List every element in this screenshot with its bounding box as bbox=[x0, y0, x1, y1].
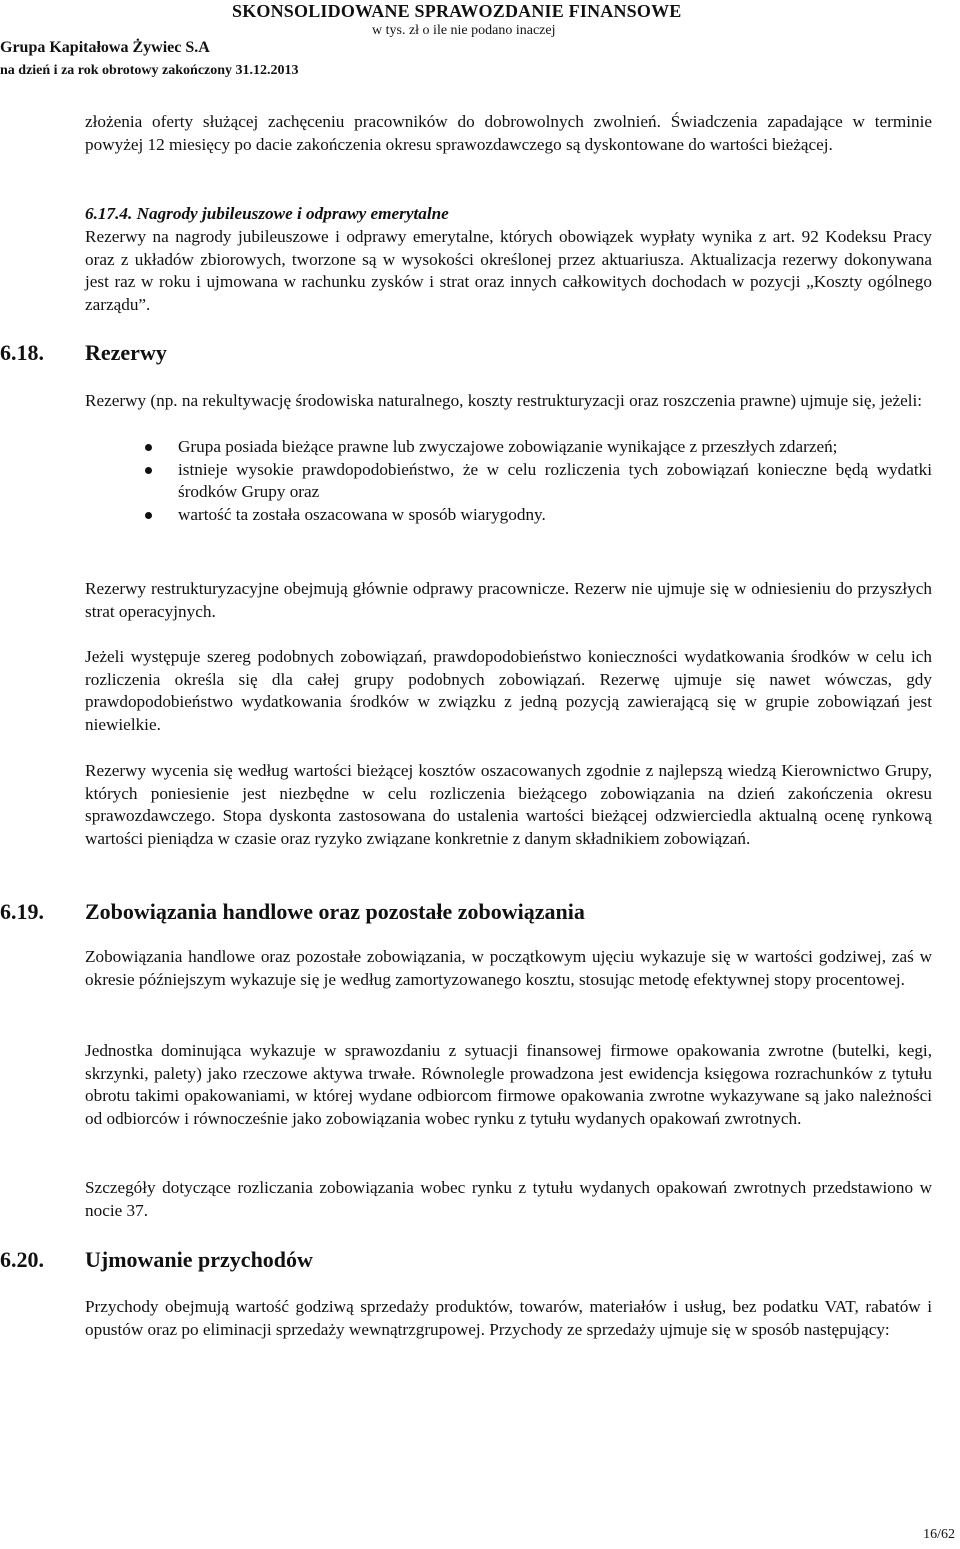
bullet-icon bbox=[145, 467, 152, 474]
report-title: SKONSOLIDOWANE SPRAWOZDANIE FINANSOWE bbox=[232, 1, 682, 21]
valuation-text: Rezerwy wycenia się według wartości bieżącej kosztów oszacowanych zgodnie z najlepszą wiedzą Kierownictwo Grupy, których poniesienie jest niezbędne w celu rozliczenia bieżącego zobowiązania na dzień zakończenia okresu sprawozdawczego. Stopa dyskonta zastosowana do ustalenia wartości bieżącej odzwierciedla aktualną ocenę rynkową wartości pieniądza w czasie oraz ryzyko związane konkretnie z danym składnikiem zobowiązań. bbox=[85, 761, 932, 848]
subsection-heading-6-17-4: 6.17.4. Nagrody jubileuszowe i odprawy emerytalne bbox=[85, 204, 449, 223]
list-item bbox=[85, 459, 932, 504]
intro-text: złożenia oferty służącej zachęceniu pracowników do dobrowolnych zwolnień. Świadczenia zapadające w terminie powyżej 12 miesięcy po dacie zakończenia okresu sprawozdawczego są dyskontowane do wartości bieżącej. bbox=[85, 112, 932, 154]
section-6-19-para1-text: Zobowiązania handlowe oraz pozostałe zobowiązania, w początkowym ujęciu wykazuje się w wartości godziwej, zaś w okresie późniejszym wykazuje się je według zamortyzowanego kosztu, stosując metodę efektywnej stopy procentowej. bbox=[85, 947, 932, 989]
bullet-icon bbox=[145, 512, 152, 519]
section-number: 6.20. bbox=[0, 1247, 44, 1272]
restructuring-paragraph bbox=[85, 578, 932, 623]
section-title: Zobowiązania handlowe oraz pozostałe zobowiązania bbox=[85, 899, 585, 924]
section-6-20-para1-text: Przychody obejmują wartość godziwą sprzedaży produktów, towarów, materiałów i usług, bez podatku VAT, rabatów i opustów oraz po eliminacji sprzedaży wewnątrzgrupowej. Przychody ze sprzedaży ujmuje się w sposób następujący: bbox=[85, 1297, 932, 1339]
section-number: 6.19. bbox=[0, 899, 44, 924]
valuation-paragraph bbox=[85, 760, 932, 850]
section-6-19-para3-text: Szczegóły dotyczące rozliczania zobowiązania wobec rynku z tytułu wydanych opakowań zwrotnych przedstawiono w nocie 37. bbox=[85, 1178, 932, 1220]
section-6-19-para1 bbox=[85, 946, 932, 991]
page-number: 16/62 bbox=[923, 1527, 955, 1542]
section-number: 6.18. bbox=[0, 340, 44, 365]
bullet-icon bbox=[145, 444, 152, 451]
section-6-19-para2 bbox=[85, 1040, 932, 1130]
subsection-6-17-4-text: Rezerwy na nagrody jubileuszowe i odprawy emerytalne, których obowiązek wypłaty wynika z art. 92 Kodeksu Pracy oraz z układów zbiorowych, tworzone są w wysokości określonej przez aktuariusza. Aktualizacja rezerwy dokonywana jest raz w roku i ujmowana w rachunku zysków i strat oraz innych całkowitych dochodach w pozycji „Koszty ogólnego zarządu”. bbox=[85, 227, 932, 314]
section-heading-6-19 bbox=[0, 899, 960, 927]
reserve-conditions-list bbox=[85, 436, 932, 526]
company-name: Grupa Kapitałowa Żywiec S.A bbox=[0, 39, 210, 56]
reporting-period: na dzień i za rok obrotowy zakończony 31.12.2013 bbox=[0, 63, 299, 78]
similar-obligations-paragraph bbox=[85, 646, 932, 736]
restructuring-text: Rezerwy restrukturyzacyjne obejmują głównie odprawy pracownicze. Rezerw nie ujmuje się w odniesieniu do przyszłych strat operacyjnych. bbox=[85, 579, 932, 621]
subsection-6-17-4-body bbox=[85, 226, 932, 316]
section-6-19-para2-text: Jednostka dominująca wykazuje w sprawozdaniu z sytuacji finansowej firmowe opakowania zwrotne (butelki, kegi, skrzynki, palety) jako rzeczowe aktywa trwałe. Równolegle prowadzona jest ewidencja księgowa rozrachunków z tytułu obrotu takimi opakowaniami, w której wydane odbiorcom firmowe opakowania zwrotne wykazywane są jako należności od odbiorców i równocześnie jako zobowiązania wobec rynku z tytułu wydanych opakowań zwrotnych. bbox=[85, 1041, 932, 1128]
section-heading-6-18 bbox=[0, 340, 960, 368]
similar-obligations-text: Jeżeli występuje szereg podobnych zobowiązań, prawdopodobieństwo konieczności wydatkowania środków w celu ich rozliczenia określa się dla całej grupy podobnych zobowiązań. Rezerwę ujmuje się nawet wówczas, gdy prawdopodobieństwo wydatkowania środków w związku z jedną pozycją zawierającą się w grupie zobowiązań jest niewielkie. bbox=[85, 647, 932, 734]
section-6-18-intro-text: Rezerwy (np. na rekultywację środowiska naturalnego, koszty restrukturyzacji oraz roszczenia prawne) ujmuje się, jeżeli: bbox=[85, 391, 923, 410]
list-item-text: wartość ta została oszacowana w sposób wiarygodny. bbox=[178, 504, 546, 524]
section-title: Ujmowanie przychodów bbox=[85, 1247, 313, 1272]
list-item-text: istnieje wysokie prawdopodobieństwo, że w celu rozliczenia tych zobowiązań konieczne będą wydatki środków Grupy oraz bbox=[178, 459, 932, 502]
list-item-text: Grupa posiada bieżące prawne lub zwyczajowe zobowiązanie wynikające z przeszłych zdarzeń; bbox=[178, 437, 838, 456]
list-item bbox=[85, 504, 932, 527]
section-title: Rezerwy bbox=[85, 340, 167, 365]
section-heading-6-20 bbox=[0, 1247, 960, 1275]
intro-paragraph bbox=[85, 111, 932, 156]
section-6-20-para1 bbox=[85, 1296, 932, 1341]
section-6-18-intro bbox=[85, 390, 932, 413]
units-note: w tys. zł o ile nie podano inaczej bbox=[372, 23, 556, 38]
list-item bbox=[85, 436, 932, 459]
section-6-19-para3 bbox=[85, 1177, 932, 1222]
